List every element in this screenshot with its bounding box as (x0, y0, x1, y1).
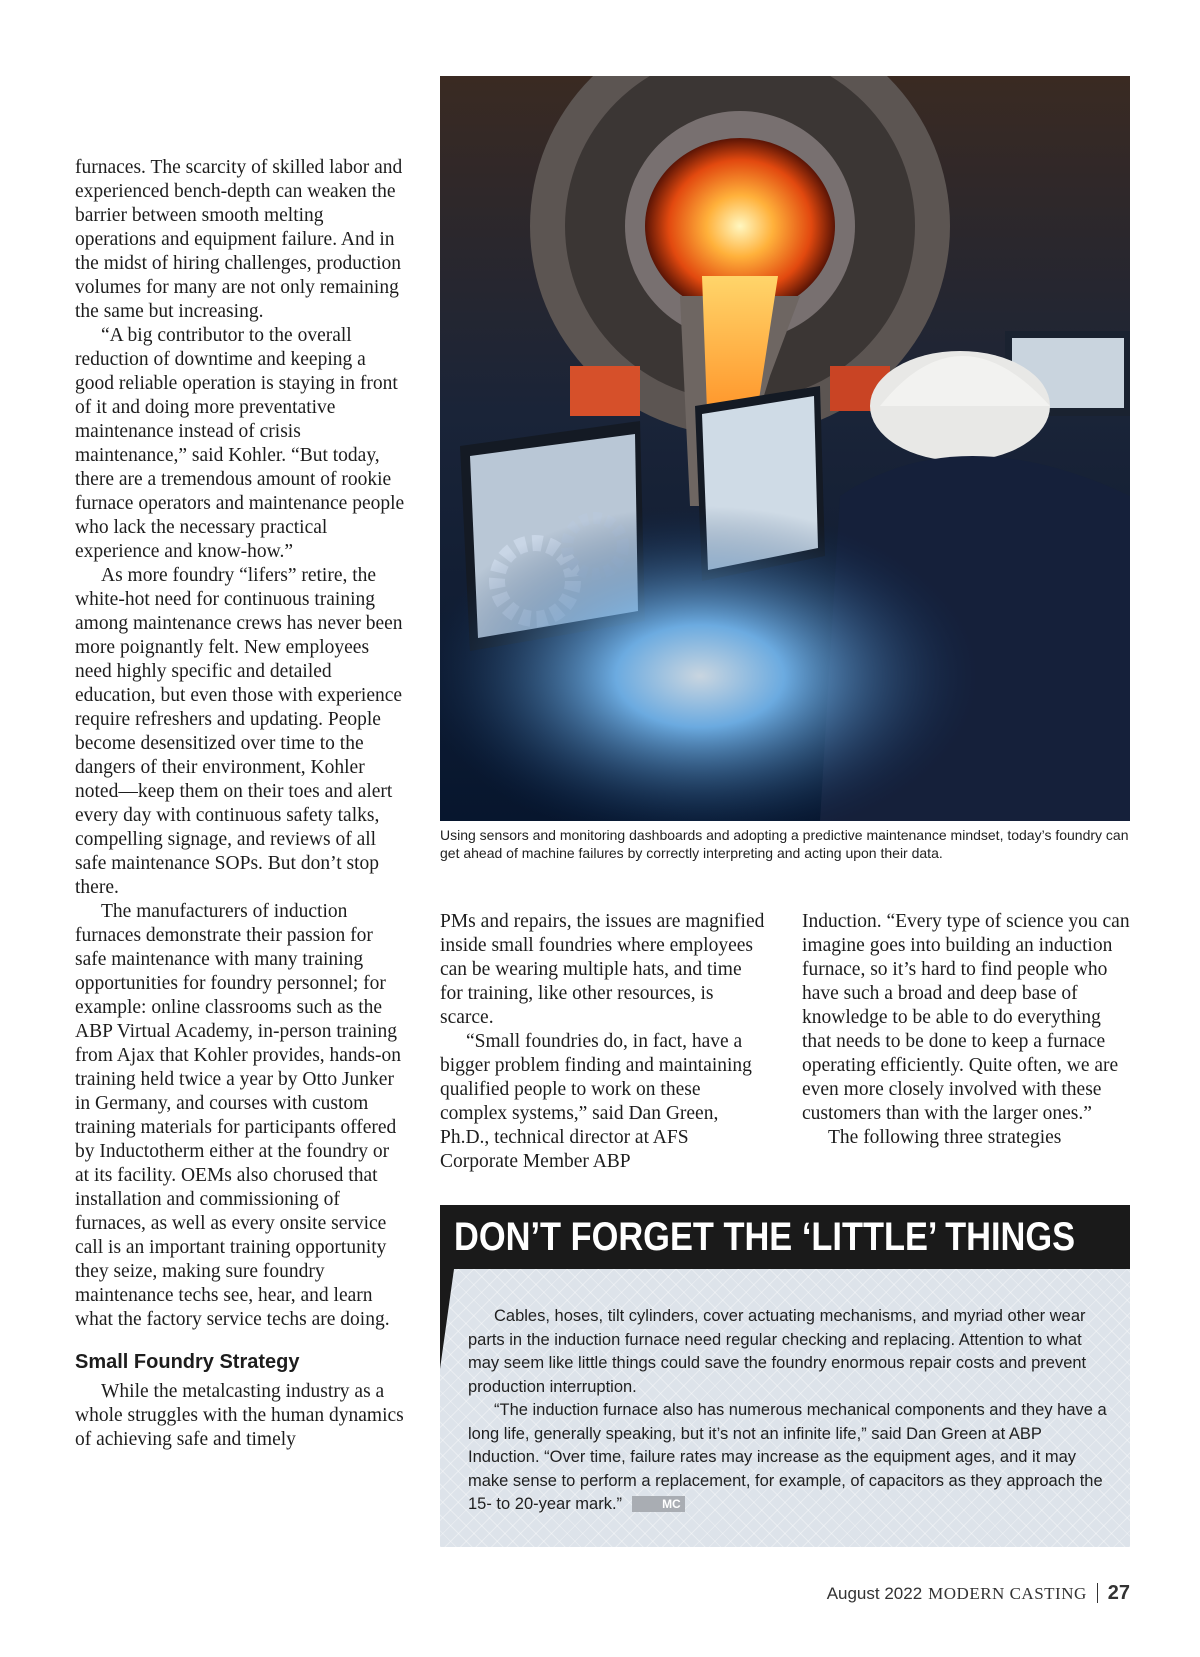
left-column (75, 156, 405, 1452)
magazine-name: MODERN CASTING (928, 1584, 1087, 1603)
body-paragraph: The manufacturers of induction furnaces demonstrate their passion for safe maintenance with many training opportunities for foundry personnel; for example: online classrooms such as the ABP Virtual Academy, in-person training from Ajax that Kohler provides, hands-on training held twice a year by Otto Junker in Germany, and courses with custom training materials for participants offered by Inductotherm either at the foundry or at its facility. OEMs also chorused that installation and commissioning of furnaces, as well as every onsite service call is an important training opportunity they seize, making sure foundry maintenance techs see, hear, and learn what the factory service techs are doing. (75, 901, 402, 1330)
body-paragraph: The following three strategies (828, 1127, 1062, 1148)
feature-photo (440, 76, 1130, 821)
sidebar-paragraph: Cables, hoses, tilt cylinders, cover actuating mechanisms, and myriad other wear parts in the induction furnace need regular checking and replacing. Attention to what may seem like little things could save the foundry enormous repair costs and prevent production interruption. (468, 1307, 1087, 1396)
sidebar-title: DON’T FORGET THE ‘LITTLE’ THINGS (454, 1215, 1076, 1259)
issue-date: August 2022 (826, 1584, 923, 1603)
page-footer (827, 1582, 1130, 1605)
body-paragraph: “Small foundries do, in fact, have a bigger problem finding and maintaining qualified people to work on these complex systems,” said Dan Green, Ph.D., technical director at AFS Corporate Member ABP (440, 1031, 752, 1172)
sidebar-text (468, 1305, 1108, 1517)
sidebar-wedge-decoration (440, 1269, 454, 1369)
right-column (802, 910, 1132, 1150)
sidebar-paragraph (468, 1399, 1108, 1517)
sidebar-body (440, 1269, 1130, 1547)
body-paragraph: While the metalcasting industry as a whole struggles with the human dynamics of achieving safe and timely (75, 1381, 404, 1450)
middle-column (440, 910, 765, 1174)
end-mark-icon: MC (632, 1496, 685, 1512)
page-number: 27 (1107, 1582, 1130, 1604)
photo-caption: Using sensors and monitoring dashboards and adopting a predictive maintenance mindset, today’s foundry can get ahead of machine failures by correctly interpreting and acting upon their data. (440, 827, 1129, 861)
sidebar-paragraph-text: “The induction furnace also has numerous mechanical components and they have a long life, generally speaking, but it’s not an infinite life,” said Dan Green at ABP Induction. “Over time, failure rates may increase as the equipment ages, and it may make sense to perform a replacement, for example, of capacitors as they approach the 15- to 20-year mark.” (468, 1401, 1107, 1513)
body-paragraph: furnaces. The scarcity of skilled labor and experienced bench-depth can weaken the barrier between smooth melting operations and equipment failure. And in the midst of hiring challenges, production volumes for many are not only remaining the same but increasing. (75, 157, 403, 322)
sidebar-title-bar (440, 1205, 1130, 1269)
body-paragraph: Induction. “Every type of science you can imagine goes into building an induction furnace, so it’s hard to find people who have such a broad and deep base of knowledge to be able to do everything that needs to be done to keep a furnace operating efficiently. Quite often, we are even more closely involved with these customers than with the larger ones.” (802, 911, 1130, 1124)
body-paragraph: “A big contributor to the overall reduction of downtime and keeping a good reliable operation is staying in front of it and doing more preventative maintenance instead of crisis maintenance,” said Kohler. “But today, there are a tremendous amount of rookie furnace operators and maintenance people who lack the necessary practical experience and know-how.” (75, 325, 405, 562)
sidebar-box (440, 1205, 1130, 1547)
body-paragraph: As more foundry “lifers” retire, the white-hot need for continuous training among maintenance crews has never been more poignantly felt. New employees need highly specific and detailed education, but even those with experience require refreshers and updating. People become desensitized over time to the dangers of their environment, Kohler noted—keep them on their toes and alert every day with continuous safety talks, compelling signage, and reviews of all safe maintenance SOPs. But don’t stop there. (75, 565, 403, 898)
section-subheading: Small Foundry Strategy (75, 1351, 300, 1373)
footer-divider (1097, 1583, 1098, 1603)
body-paragraph: PMs and repairs, the issues are magnified inside small foundries where employees can be wearing multiple hats, and time for training, like other resources, is scarce. (440, 911, 765, 1028)
